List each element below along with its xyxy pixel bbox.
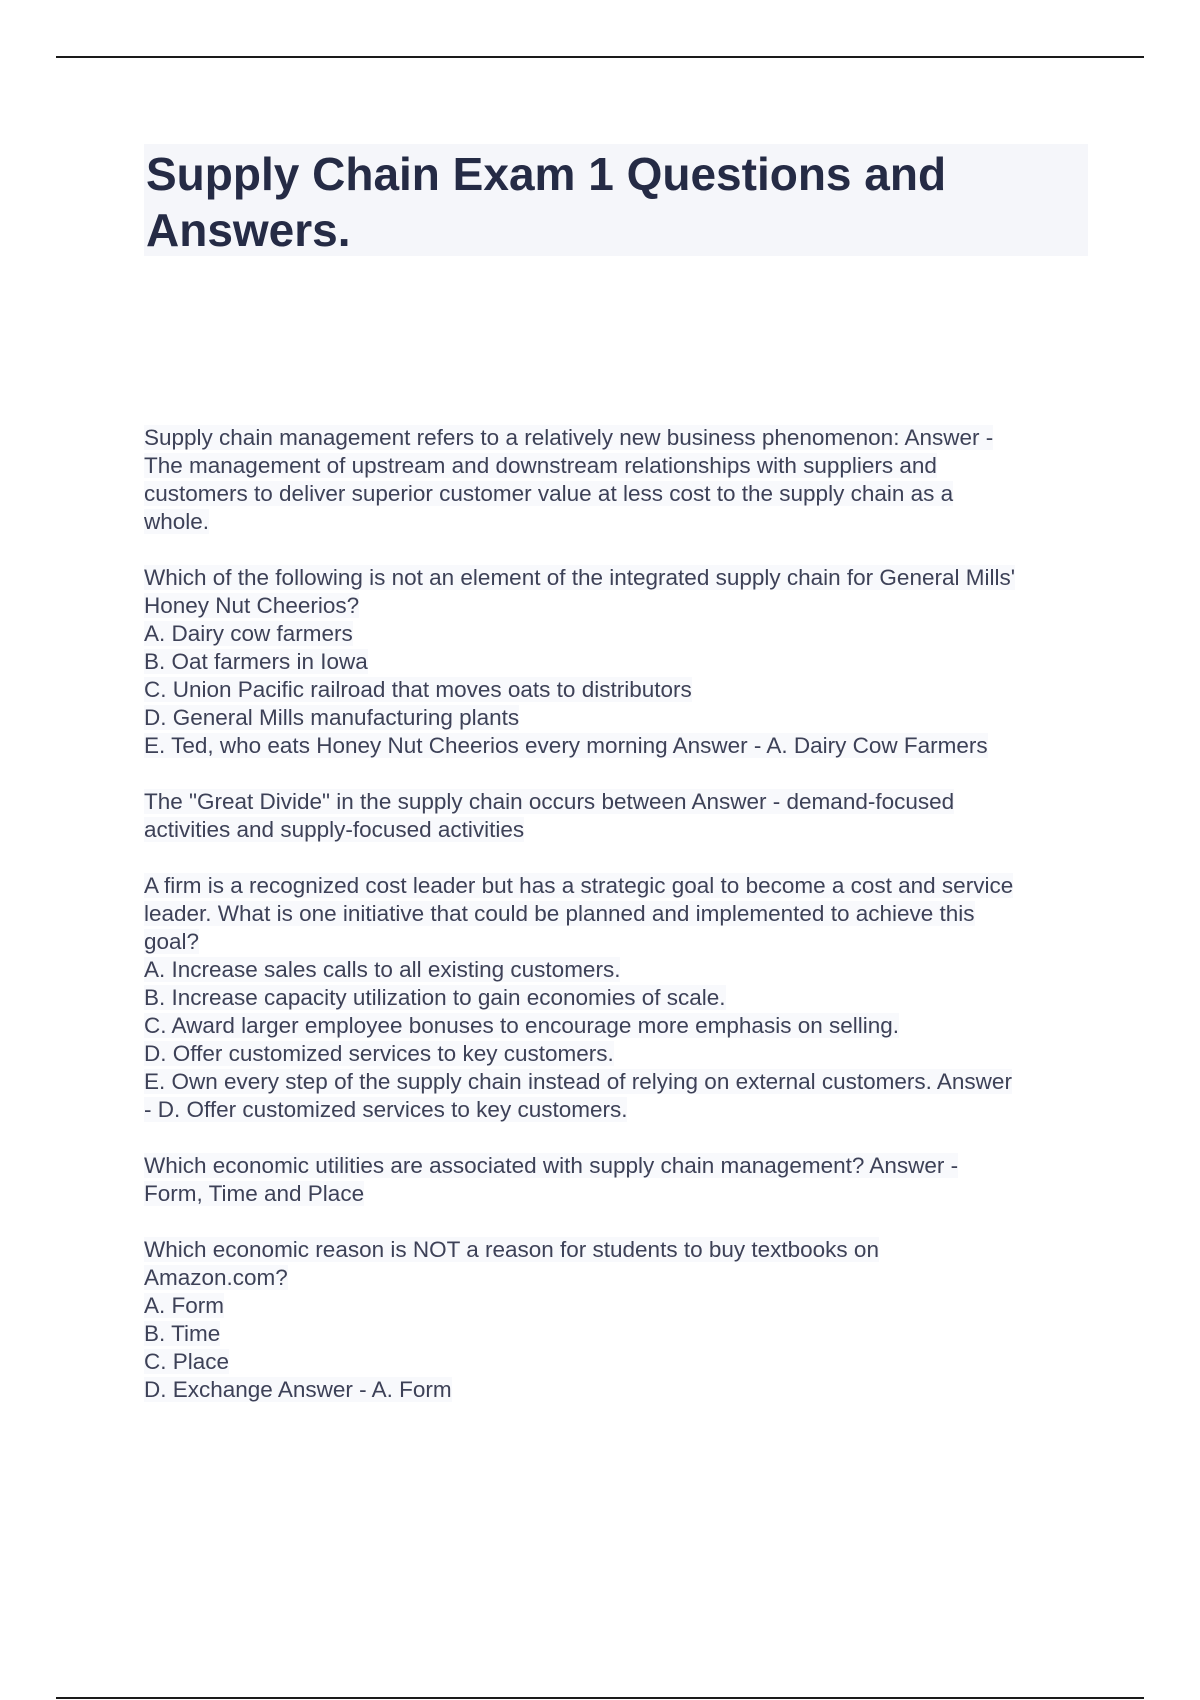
qa-line	[144, 480, 1088, 508]
qa-block	[144, 872, 1088, 1124]
qa-line	[144, 508, 1088, 536]
qa-line	[144, 592, 1088, 620]
qa-line	[144, 732, 1088, 760]
qa-line-text: B. Time	[144, 1321, 221, 1346]
qa-line-text: B. Increase capacity utilization to gain economies of scale.	[144, 985, 726, 1010]
qa-block	[144, 424, 1088, 536]
qa-line-text: C. Place	[144, 1349, 230, 1374]
qa-line-text: customers to deliver superior customer value at less cost to the supply chain as a	[144, 481, 954, 506]
qa-line	[144, 648, 1088, 676]
qa-line	[144, 452, 1088, 480]
qa-line	[144, 676, 1088, 704]
qa-line	[144, 900, 1088, 928]
title-block	[144, 144, 1088, 256]
qa-line-text: Supply chain management refers to a relatively new business phenomenon: Answer -	[144, 425, 994, 450]
title-line-1: Supply Chain Exam 1 Questions and	[146, 148, 947, 200]
qa-line	[144, 1040, 1088, 1068]
qa-line	[144, 788, 1088, 816]
qa-line	[144, 424, 1088, 452]
document-body	[144, 424, 1088, 1432]
qa-line-text: E. Own every step of the supply chain instead of relying on external customers. Answer	[144, 1069, 1012, 1094]
qa-line-text: C. Award larger employee bonuses to encourage more emphasis on selling.	[144, 1013, 900, 1038]
qa-line	[144, 620, 1088, 648]
qa-line-text: The management of upstream and downstream relationships with suppliers and	[144, 453, 937, 478]
qa-line	[144, 984, 1088, 1012]
qa-line-text: D. General Mills manufacturing plants	[144, 705, 520, 730]
qa-line-text: D. Offer customized services to key customers.	[144, 1041, 614, 1066]
qa-block	[144, 1152, 1088, 1208]
qa-line-text: A. Dairy cow farmers	[144, 621, 353, 646]
qa-line-text: Amazon.com?	[144, 1265, 288, 1290]
qa-line-text: Form, Time and Place	[144, 1181, 365, 1206]
qa-line	[144, 1348, 1088, 1376]
qa-block	[144, 564, 1088, 760]
qa-line-text: activities and supply-focused activities	[144, 817, 525, 842]
qa-line	[144, 1264, 1088, 1292]
qa-line-text: C. Union Pacific railroad that moves oats to distributors	[144, 677, 692, 702]
qa-line-text: - D. Offer customized services to key customers.	[144, 1097, 628, 1122]
qa-line	[144, 1292, 1088, 1320]
qa-line-text: Which economic reason is NOT a reason for students to buy textbooks on	[144, 1237, 879, 1262]
qa-line-text: A. Form	[144, 1293, 225, 1318]
qa-line	[144, 1236, 1088, 1264]
top-rule	[56, 56, 1144, 58]
qa-line	[144, 1152, 1088, 1180]
qa-block	[144, 788, 1088, 844]
qa-line-text: B. Oat farmers in Iowa	[144, 649, 368, 674]
qa-line	[144, 704, 1088, 732]
qa-line-text: D. Exchange Answer - A. Form	[144, 1377, 452, 1402]
qa-line	[144, 1096, 1088, 1124]
qa-block	[144, 1236, 1088, 1404]
qa-line	[144, 1068, 1088, 1096]
qa-line	[144, 1376, 1088, 1404]
qa-line	[144, 872, 1088, 900]
qa-line	[144, 1012, 1088, 1040]
qa-line-text: Honey Nut Cheerios?	[144, 593, 360, 618]
document-title	[144, 144, 1088, 258]
qa-line	[144, 956, 1088, 984]
qa-line-text: A. Increase sales calls to all existing customers.	[144, 957, 621, 982]
qa-line	[144, 1320, 1088, 1348]
title-line-2: Answers.	[146, 204, 351, 256]
qa-line-text: goal?	[144, 929, 200, 954]
qa-line-text: The "Great Divide" in the supply chain occurs between Answer - demand-focused	[144, 789, 955, 814]
qa-line	[144, 564, 1088, 592]
qa-line-text: leader. What is one initiative that could be planned and implemented to achieve this	[144, 901, 975, 926]
qa-line	[144, 928, 1088, 956]
qa-line	[144, 816, 1088, 844]
qa-line-text: Which of the following is not an element of the integrated supply chain for General Mills'	[144, 565, 1016, 590]
qa-line-text: Which economic utilities are associated with supply chain management? Answer -	[144, 1153, 959, 1178]
qa-line-text: A firm is a recognized cost leader but has a strategic goal to become a cost and service	[144, 873, 1014, 898]
qa-line	[144, 1180, 1088, 1208]
qa-line-text: E. Ted, who eats Honey Nut Cheerios every morning Answer - A. Dairy Cow Farmers	[144, 733, 988, 758]
qa-line-text: whole.	[144, 509, 210, 534]
bottom-rule	[56, 1697, 1144, 1699]
